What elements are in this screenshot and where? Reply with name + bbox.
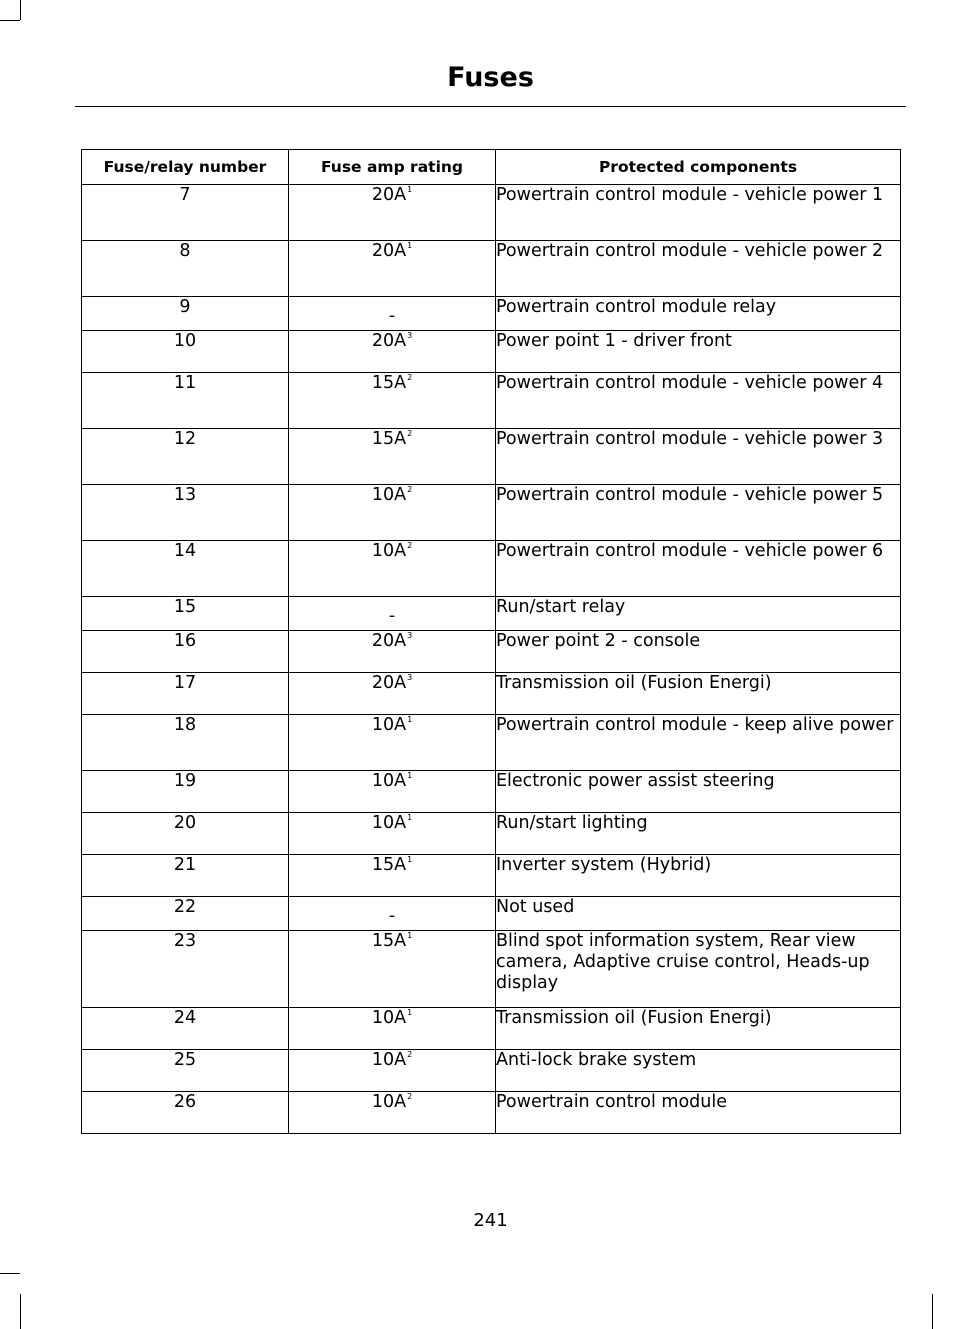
amp-rating-cell	[289, 1092, 496, 1134]
crop-mark-bottom-right-v	[932, 1294, 933, 1329]
fuse-number-cell: 13	[82, 485, 289, 541]
fuse-number-cell: 23	[82, 931, 289, 1008]
amp-rating-value: 15A	[371, 373, 407, 393]
table-row	[82, 297, 901, 331]
protected-component-cell: Blind spot information system, Rear view camera, Adaptive cruise control, Heads-up display	[496, 931, 901, 1008]
fuse-number-cell: 11	[82, 373, 289, 429]
amp-rating-cell	[289, 1050, 496, 1092]
table-row	[82, 813, 901, 855]
amp-rating-cell	[289, 931, 496, 1008]
header-amp-rating: Fuse amp rating	[289, 150, 496, 185]
fuse-number-cell: 14	[82, 541, 289, 597]
amp-rating-value: 20A	[371, 241, 407, 261]
title-divider	[75, 106, 906, 107]
table-row	[82, 485, 901, 541]
footnote-marker: 1	[407, 241, 413, 250]
fuse-number-cell: 16	[82, 631, 289, 673]
amp-rating-cell	[289, 1008, 496, 1050]
amp-rating-value: 10A	[371, 1050, 407, 1070]
fuse-number-cell: 21	[82, 855, 289, 897]
amp-rating-value: 15A	[371, 931, 407, 951]
protected-component-cell: Powertrain control module	[496, 1092, 901, 1134]
amp-rating-cell	[289, 429, 496, 485]
table-row	[82, 541, 901, 597]
header-fuse-number: Fuse/relay number	[82, 150, 289, 185]
table-row	[82, 631, 901, 673]
fuse-number-cell: 10	[82, 331, 289, 373]
crop-mark-top-left-v	[20, 0, 21, 20]
table-row	[82, 241, 901, 297]
fuse-number-cell: 7	[82, 185, 289, 241]
amp-rating-value: 10A	[371, 813, 407, 833]
table-row	[82, 931, 901, 1008]
amp-rating-cell	[289, 855, 496, 897]
protected-component-cell: Powertrain control module - vehicle power 4	[496, 373, 901, 429]
amp-rating-cell	[289, 673, 496, 715]
crop-mark-bottom-left-h	[0, 1273, 20, 1274]
footnote-marker: 1	[407, 855, 413, 864]
footnote-marker: 3	[407, 673, 413, 682]
amp-rating-value: 20A	[371, 331, 407, 351]
footnote-marker: 2	[407, 485, 413, 494]
amp-rating-value: 10A	[371, 1008, 407, 1028]
amp-rating-value: 20A	[371, 673, 407, 693]
footnote-marker: 2	[407, 429, 413, 438]
protected-component-cell: Powertrain control module - vehicle power 5	[496, 485, 901, 541]
protected-component-cell: Powertrain control module - vehicle power 3	[496, 429, 901, 485]
amp-rating-cell	[289, 715, 496, 771]
fuse-number-cell: 20	[82, 813, 289, 855]
footnote-marker: 3	[407, 331, 413, 340]
amp-rating-value: 20A	[371, 631, 407, 651]
footnote-marker: 1	[407, 771, 413, 780]
amp-rating-value: 15A	[371, 855, 407, 875]
protected-component-cell: Anti-lock brake system	[496, 1050, 901, 1092]
amp-rating-value: 10A	[371, 485, 407, 505]
table-row	[82, 331, 901, 373]
amp-rating-cell	[289, 771, 496, 813]
amp-rating-cell	[289, 897, 496, 931]
table-row	[82, 855, 901, 897]
amp-rating-value: 10A	[371, 771, 407, 791]
fuse-number-cell: 15	[82, 597, 289, 631]
protected-component-cell: Electronic power assist steering	[496, 771, 901, 813]
table-row	[82, 1008, 901, 1050]
amp-rating-cell	[289, 541, 496, 597]
page-title: Fuses	[447, 62, 534, 93]
protected-component-cell: Power point 2 - console	[496, 631, 901, 673]
footnote-marker: 1	[407, 931, 413, 940]
amp-rating-cell	[289, 331, 496, 373]
footnote-marker: 2	[407, 1050, 413, 1059]
table-row	[82, 429, 901, 485]
header-protected-components: Protected components	[496, 150, 901, 185]
footnote-marker: 1	[407, 185, 413, 194]
fuse-number-cell: 9	[82, 297, 289, 331]
protected-component-cell: Powertrain control module - keep alive power	[496, 715, 901, 771]
fuse-table	[81, 149, 901, 1134]
table-row	[82, 597, 901, 631]
footnote-marker: 1	[407, 813, 413, 822]
protected-component-cell: Inverter system (Hybrid)	[496, 855, 901, 897]
protected-component-cell: Power point 1 - driver front	[496, 331, 901, 373]
amp-rating-value: 20A	[371, 185, 407, 205]
fuse-number-cell: 25	[82, 1050, 289, 1092]
fuse-number-cell: 22	[82, 897, 289, 931]
footnote-marker: 2	[407, 1092, 413, 1101]
amp-rating-value: -	[388, 306, 396, 326]
table-body	[82, 185, 901, 1134]
protected-component-cell: Transmission oil (Fusion Energi)	[496, 673, 901, 715]
fuse-number-cell: 12	[82, 429, 289, 485]
table-row	[82, 771, 901, 813]
amp-rating-cell	[289, 813, 496, 855]
amp-rating-cell	[289, 597, 496, 631]
footnote-marker: 2	[407, 541, 413, 550]
footnote-marker: 1	[407, 715, 413, 724]
footnote-marker: 2	[407, 373, 413, 382]
table-row	[82, 185, 901, 241]
amp-rating-cell	[289, 185, 496, 241]
amp-rating-value: 10A	[371, 1092, 407, 1112]
protected-component-cell: Transmission oil (Fusion Energi)	[496, 1008, 901, 1050]
amp-rating-cell	[289, 373, 496, 429]
amp-rating-cell	[289, 485, 496, 541]
amp-rating-value: 10A	[371, 541, 407, 561]
table-row	[82, 715, 901, 771]
protected-component-cell: Not used	[496, 897, 901, 931]
protected-component-cell: Powertrain control module - vehicle power 6	[496, 541, 901, 597]
table-row	[82, 373, 901, 429]
fuse-number-cell: 26	[82, 1092, 289, 1134]
page-number: 241	[473, 1210, 508, 1231]
amp-rating-cell	[289, 631, 496, 673]
fuse-number-cell: 18	[82, 715, 289, 771]
table-row	[82, 1092, 901, 1134]
protected-component-cell: Run/start relay	[496, 597, 901, 631]
amp-rating-value: 15A	[371, 429, 407, 449]
amp-rating-cell	[289, 241, 496, 297]
footnote-marker: 1	[407, 1008, 413, 1017]
table-row	[82, 673, 901, 715]
fuse-number-cell: 19	[82, 771, 289, 813]
protected-component-cell: Run/start lighting	[496, 813, 901, 855]
table-header-row	[82, 150, 901, 185]
protected-component-cell: Powertrain control module - vehicle power 1	[496, 185, 901, 241]
footnote-marker: 3	[407, 631, 413, 640]
crop-mark-top-left-h	[0, 20, 20, 21]
amp-rating-value: -	[388, 906, 396, 926]
protected-component-cell: Powertrain control module relay	[496, 297, 901, 331]
table-row	[82, 1050, 901, 1092]
table-row	[82, 897, 901, 931]
crop-mark-bottom-left-v	[20, 1294, 21, 1329]
protected-component-cell: Powertrain control module - vehicle power 2	[496, 241, 901, 297]
amp-rating-value: 10A	[371, 715, 407, 735]
fuse-number-cell: 24	[82, 1008, 289, 1050]
fuse-number-cell: 8	[82, 241, 289, 297]
amp-rating-cell	[289, 297, 496, 331]
fuse-number-cell: 17	[82, 673, 289, 715]
amp-rating-value: -	[388, 606, 396, 626]
